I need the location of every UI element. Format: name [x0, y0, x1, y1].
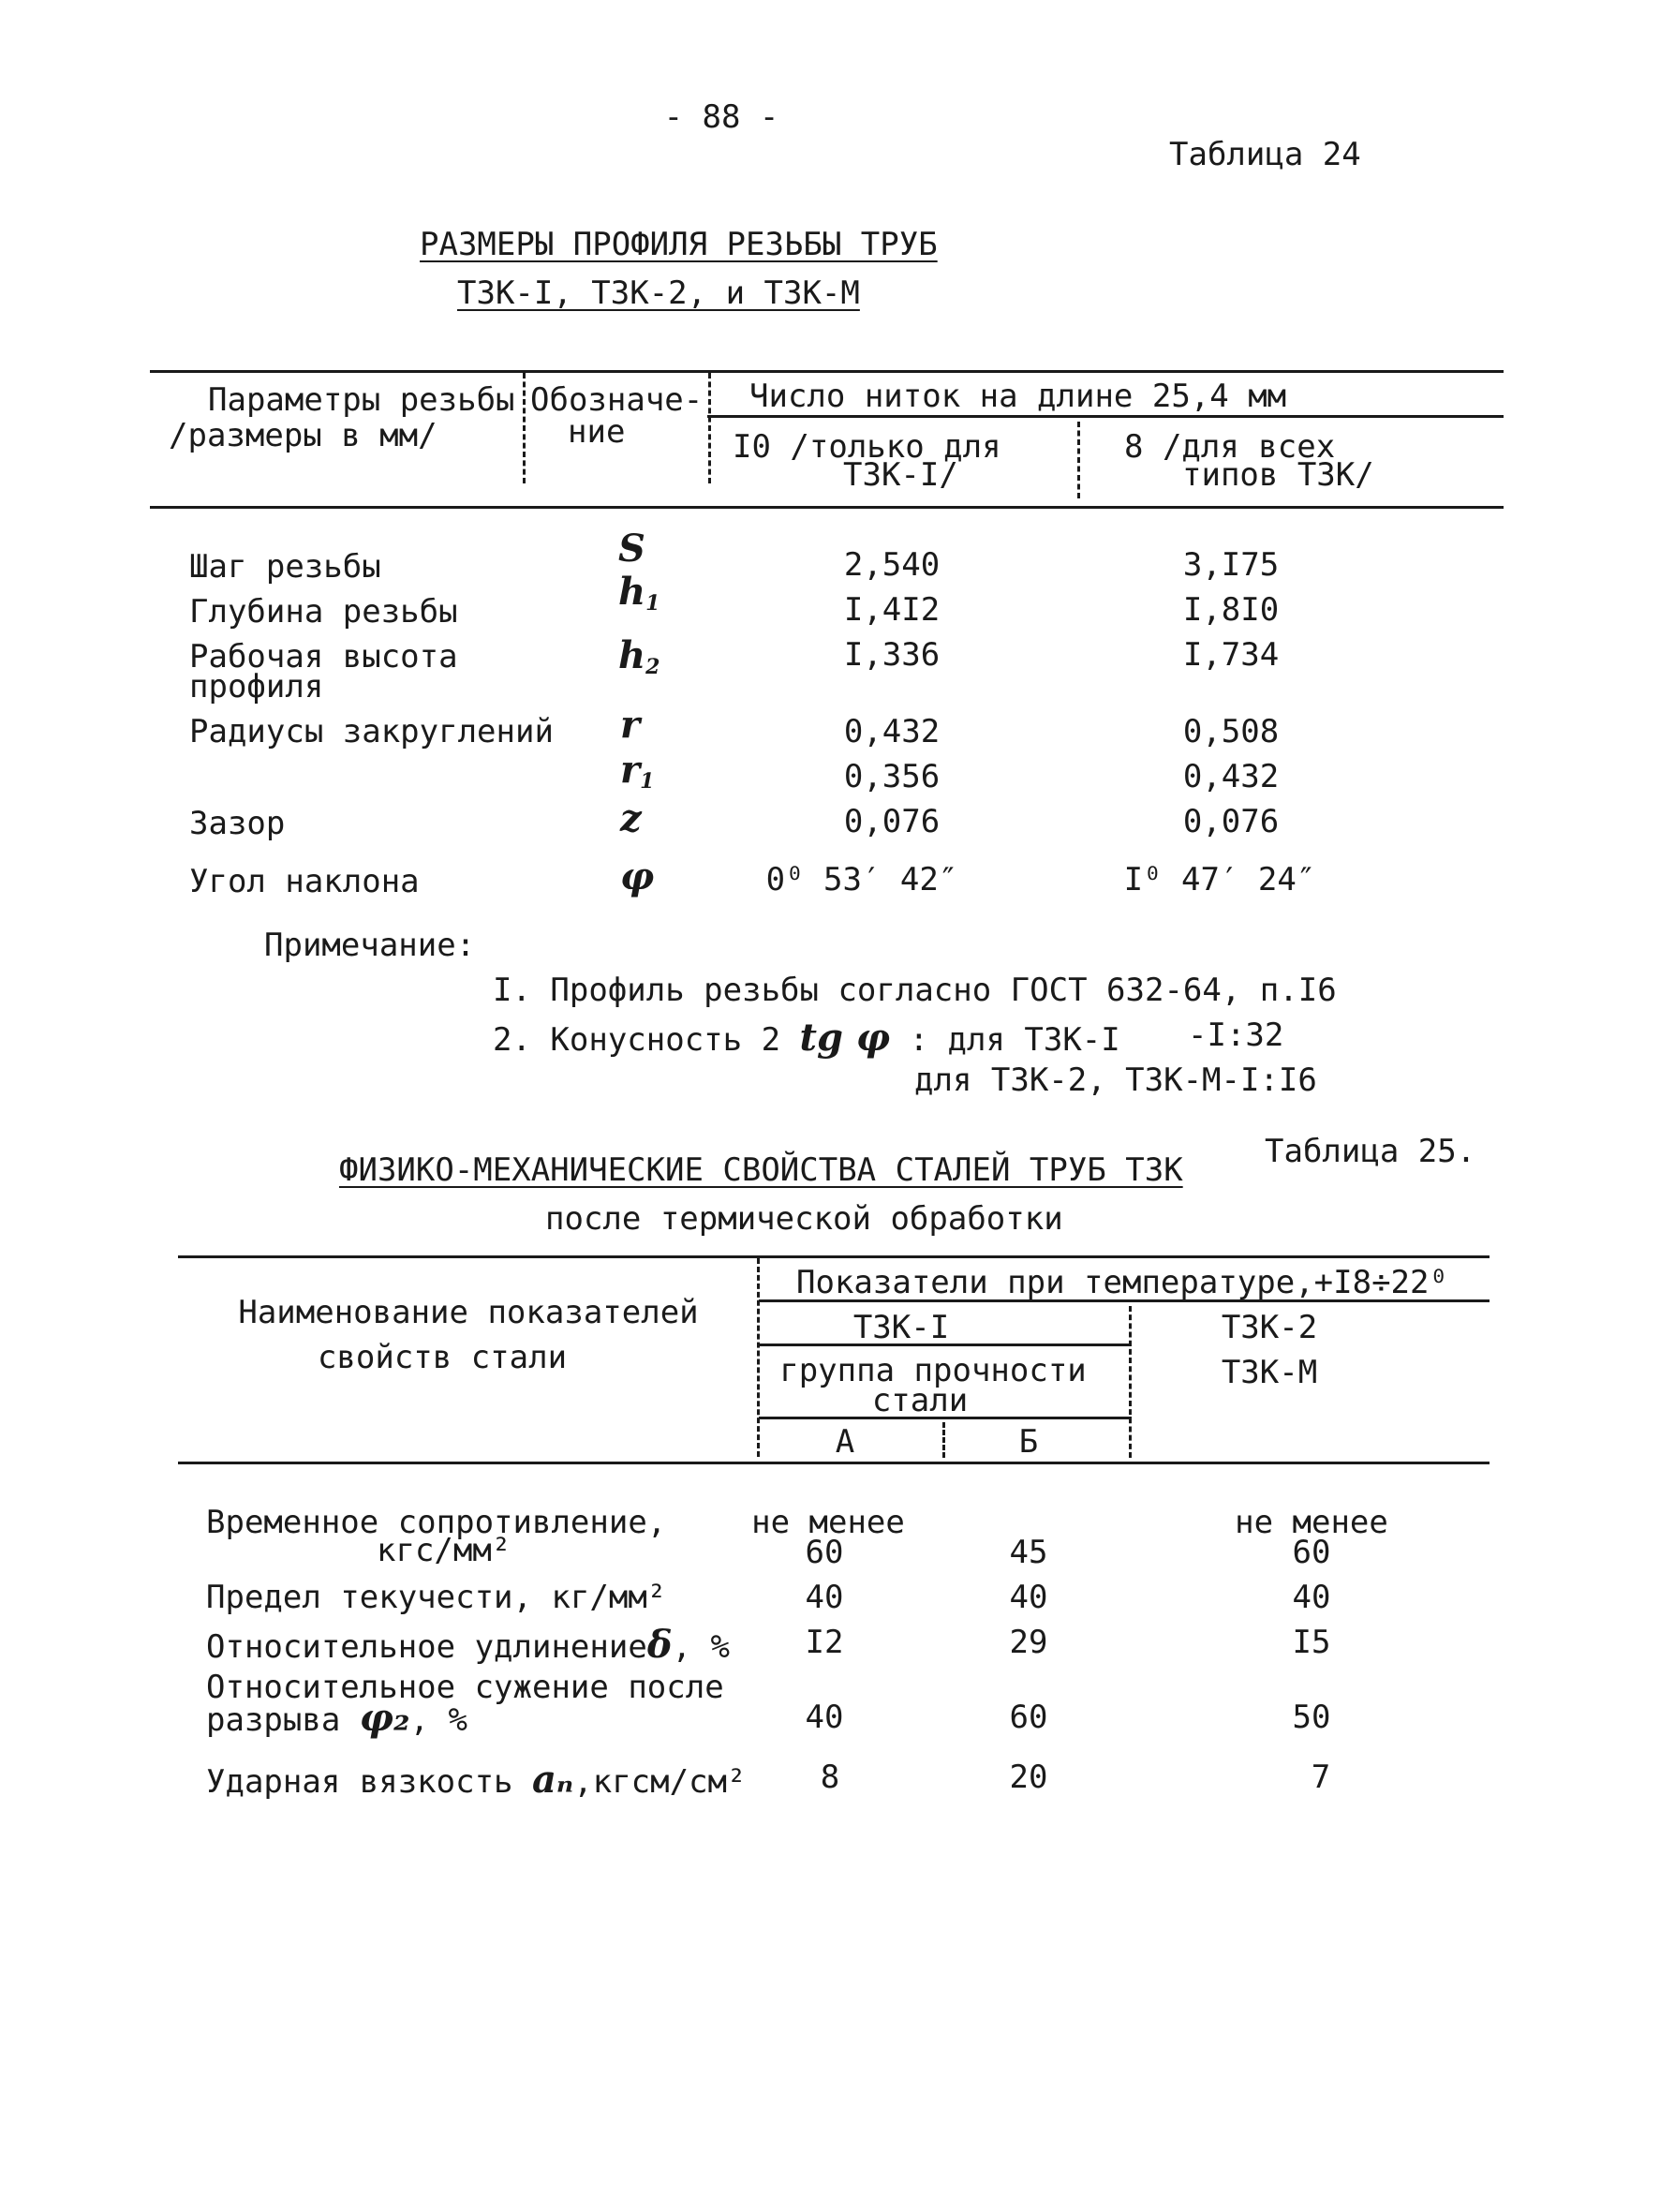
header-col-a: А	[835, 1423, 855, 1461]
value-b: 45	[1009, 1534, 1048, 1571]
table-24-divider-2	[708, 373, 711, 483]
header-param: Параметры резьбы	[208, 381, 515, 419]
table-25-divider-2	[1129, 1306, 1132, 1458]
row-name: Временное сопротивление,	[206, 1504, 667, 1541]
note-2-value: -I:32	[1188, 1017, 1284, 1054]
value-8: I,8I0	[1182, 591, 1280, 629]
note-title: Примечание:	[264, 927, 476, 964]
header-thread-count: Число ниток на длине 25,4 мм	[749, 378, 1287, 415]
table-24-top-rule	[150, 370, 1504, 373]
value-b: 60	[1009, 1699, 1048, 1736]
value-10: 0,356	[843, 758, 941, 795]
value-a: 40	[805, 1579, 844, 1616]
symbol-phi: φ	[620, 854, 655, 898]
value-b: 20	[1009, 1759, 1048, 1796]
symbol-r: r	[620, 748, 641, 792]
value-a: I2	[805, 1624, 844, 1661]
table-25-divider-1	[757, 1258, 760, 1457]
symbol-h: h	[618, 570, 646, 614]
header-col-10: I0 /только для	[733, 428, 1001, 466]
symbol-sub: 1	[645, 591, 660, 616]
table-24-subtitle: ТЗК-I, ТЗК-2, и ТЗК-М	[457, 275, 860, 312]
value-10: 0,432	[843, 713, 941, 750]
value-a: 60	[805, 1534, 844, 1571]
note-1: I. Профиль резьбы согласно ГОСТ 632-64, п.I6	[493, 972, 1337, 1009]
value-c: 7	[1311, 1759, 1331, 1796]
value-b: 40	[1009, 1579, 1048, 1616]
note-2	[493, 1016, 1120, 1060]
row-name: Ударная вязкость	[206, 1763, 513, 1801]
header-temperature: Показатели при температуре,+I8÷22⁰	[796, 1264, 1448, 1301]
value-a-note: не менее	[751, 1504, 905, 1541]
value-8: 3,I75	[1182, 546, 1280, 584]
table-24-divider-1	[523, 373, 526, 483]
table-24-label: Таблица 24	[1169, 136, 1361, 173]
header-col-8: 8 /для всех	[1124, 428, 1336, 466]
header-col-b: Б	[1018, 1423, 1039, 1461]
symbol-r: r	[620, 703, 641, 747]
value-8: I,734	[1182, 636, 1280, 674]
header-tzk1: ТЗК-I	[852, 1309, 950, 1346]
value-a: 8	[820, 1759, 840, 1796]
header-col-10-b: ТЗК-I/	[843, 456, 958, 494]
row-name: Шаг резьбы	[189, 548, 381, 586]
header-strength-2: стали	[871, 1382, 969, 1419]
symbol-z: z	[620, 796, 642, 840]
value-10: 2,540	[843, 546, 941, 584]
row-name: Зазор	[189, 805, 286, 842]
value-c-note: не менее	[1235, 1504, 1388, 1541]
header-strength: группа прочности	[779, 1352, 1087, 1389]
value-8: 0,508	[1182, 713, 1280, 750]
table-24-title: РАЗМЕРЫ ПРОФИЛЯ РЕЗЬБЫ ТРУБ	[420, 226, 938, 263]
table-25-divider-3	[942, 1422, 945, 1458]
table-25-header-rule	[178, 1462, 1490, 1464]
header-name-2: свойств стали	[317, 1339, 568, 1376]
value-c: 50	[1292, 1699, 1331, 1736]
header-symbol: Обозначе-	[530, 381, 704, 419]
value-10: 0,076	[843, 803, 941, 840]
row-name: Относительное сужение после	[206, 1669, 724, 1706]
row-name: Рабочая высота	[189, 638, 458, 675]
symbol-sub: 1	[640, 769, 655, 794]
table-24-divider-3	[1077, 422, 1080, 498]
row-name: Глубина резьбы	[189, 593, 458, 631]
table-25-top-rule	[178, 1255, 1490, 1258]
table-25-subtitle: после термической обработки	[545, 1200, 1063, 1238]
value-c: 40	[1292, 1579, 1331, 1616]
value-c: I5	[1292, 1624, 1331, 1661]
row-name: Угол наклона	[189, 863, 420, 900]
symbol-delta: δ	[646, 1623, 673, 1667]
note-2-rest: : для ТЗК-I	[909, 1021, 1120, 1059]
table-24-header-rule	[150, 506, 1504, 509]
header-tzkm: ТЗК-М	[1221, 1354, 1318, 1391]
row-unit: , %	[672, 1628, 730, 1666]
row-unit: ,кгсм/см²	[573, 1763, 747, 1801]
note-2-formula: tg φ	[799, 1016, 891, 1060]
value-8: 0,076	[1182, 803, 1280, 840]
row-name: Предел текучести, кг/мм²	[206, 1579, 667, 1616]
header-col-8-b: типов ТЗК/	[1182, 456, 1374, 494]
value-8: I⁰ 47′ 24″	[1123, 861, 1316, 898]
note-2-prefix: 2. Конусность 2	[493, 1021, 781, 1059]
symbol-sub: 2	[645, 655, 660, 679]
symbol-phi2: φ₂	[359, 1696, 410, 1740]
value-c: 60	[1292, 1534, 1331, 1571]
symbol-an: aₙ	[532, 1758, 574, 1802]
row-name: Относительное удлинение	[206, 1628, 647, 1666]
value-10: I,4I2	[843, 591, 941, 629]
value-10: 0⁰ 53′ 42″	[765, 861, 958, 898]
row-name-2: разрыва	[206, 1701, 341, 1739]
value-b: 29	[1009, 1624, 1048, 1661]
header-param-units: /размеры в мм/	[169, 417, 437, 454]
table-25-label: Таблица 25.	[1265, 1133, 1476, 1170]
symbol-s: S	[618, 527, 645, 571]
note-3: для ТЗК-2, ТЗК-М-I:I6	[914, 1061, 1317, 1099]
symbol-h: h	[618, 633, 646, 677]
row-unit: , %	[409, 1701, 467, 1739]
value-8: 0,432	[1182, 758, 1280, 795]
page-number: - 88 -	[663, 98, 779, 136]
value-10: I,336	[843, 636, 941, 674]
header-tzk2: ТЗК-2	[1221, 1309, 1318, 1346]
table-25-title: ФИЗИКО-МЕХАНИЧЕСКИЕ СВОЙСТВА СТАЛЕЙ ТРУБ ТЗК	[339, 1151, 1183, 1189]
header-symbol-2: ние	[568, 413, 626, 451]
table-24-group-rule	[707, 415, 1504, 418]
row-name-2: кгс/мм²	[377, 1532, 511, 1569]
header-name: Наименование показателей	[238, 1294, 699, 1331]
value-a: 40	[805, 1699, 844, 1736]
row-name: Радиусы закруглений	[189, 713, 554, 750]
row-name-2: профиля	[189, 668, 324, 705]
